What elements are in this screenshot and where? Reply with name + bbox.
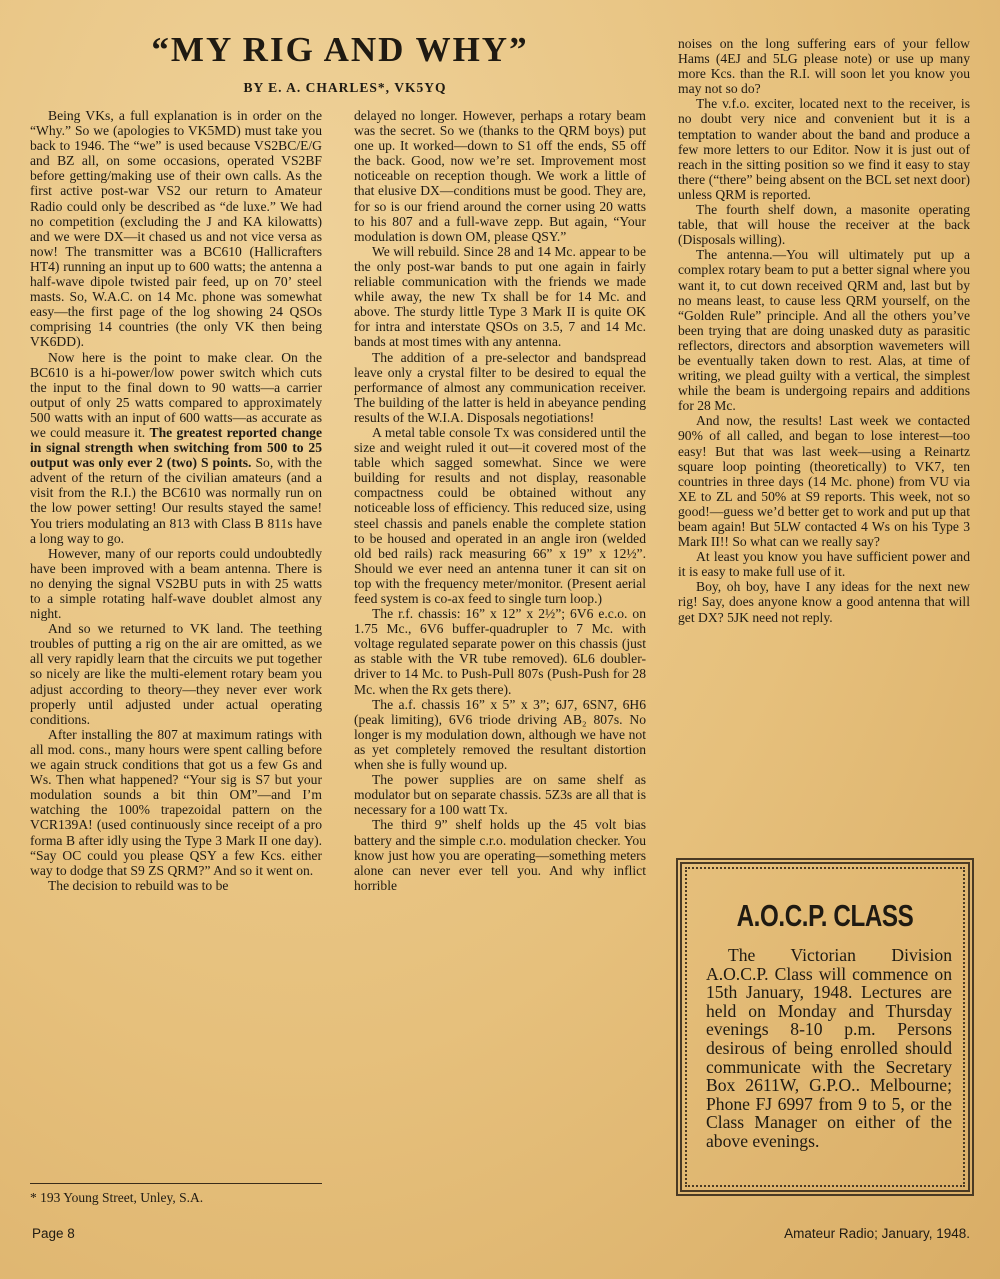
paragraph: Boy, oh boy, have I any ideas for the next new rig! Say, does anyone know a good antenna that will get DX? 5JK need not reply. <box>678 579 970 625</box>
paragraph: The third 9” shelf holds up the 45 volt bias battery and the simple c.r.o. modulation checker. You know just how you are operating—something meters alone can never ever tell you. And why inflict horrible <box>354 817 646 893</box>
paragraph: delayed no longer. However, perhaps a rotary beam was the secret. So we (thanks to the QRM boys) put one up. It worked—down to S1 off the ends, S5 off the back. Good, now we’re set. Improvement most noticeable on reception though. We work a little of that elusive DX—conditions must be good. They are, for so is our friend around the corner using 20 watts to his 807 and a full-wave zepp. But again, “Your modulation is down OM, please QSY.” <box>354 108 646 244</box>
article-byline: BY E. A. CHARLES*, VK5YQ <box>243 80 447 95</box>
notice-paragraph: The Victorian Division A.O.C.P. Class will commence on 15th January, 1948. Lectures are held on Monday and Thursday evenings 8-10 p.m. Persons desirous of being enrolled should communicate with the Secretary Box 2611W, G.P.O.. Melbourne; Phone FJ 6997 from 9 to 5, or the Class Manager on either of the above evenings. <box>706 945 952 1151</box>
footnote-divider <box>30 1183 322 1184</box>
paragraph-text: So, with the advent of the return of the civilian amateurs (and a visit from the R.I.) the BC610 was normally run on the low power setting! Our results stayed the same! You triers modulating an 813 with Class B 811s have a long way to go. <box>30 455 322 546</box>
paragraph: The r.f. chassis: 16” x 12” x 2½”; 6V6 e.c.o. on 1.75 Mc., 6V6 buffer-quadrupler to 7 Mc. with voltage regulated separate power on this chassis (just as stable with the VR tube removed). 6L6 doubler-driver to 14 Mc. to Push-Pull 807s (Push-Push for 28 Mc. when the Rx gets there). <box>354 606 646 697</box>
article-title: “MY RIG AND WHY” <box>151 30 529 69</box>
footnote: * 193 Young Street, Unley, S.A. <box>30 1190 204 1205</box>
paragraph: Being VKs, a full explanation is in order on the “Why.” So we (apologies to VK5MD) must take you back to 1946. The “we” is used because VS2BC/E/G and BZ all, on some occasions, operated VS2BF before getting/making use of their own calls. As the first active post-war VS2 our return to Amateur Radio could only be described as “de luxe.” We had no competition (excluding the J and KA kilowatts) and we were DX—it chased us and not vice versa as now! The transmitter was a BC610 (Hallicrafters HT4) running an input up to 600 watts; the antenna a half-wave dipole twisted pair feed, up on 70’ steel masts. So, W.A.C. on 14 Mc. phone was somewhat easy—the first page of the log showing 24 QSOs comprising 14 countries (the only VK then being VK6DD). <box>30 108 322 350</box>
column-3 <box>678 36 970 625</box>
paragraph: The a.f. chassis 16” x 5” x 3”; 6J7, 6SN7, 6H6 (peak limiting), 6V6 triode driving AB₂ 807s. No longer is my modulation down, although we have not as yet completely removed the resultant distortion when she is fully wound up. <box>354 696 646 773</box>
paragraph: The v.f.o. exciter, located next to the receiver, is no doubt very nice and convenient but it is a temptation to wander about the band and produce a few more letters to our Editor. Now it is just out of reach in the sitting position so we find it easy to stay there (“there” being absent on the BCL set next door) unless QRM is reported. <box>678 96 970 202</box>
column-1 <box>30 108 322 893</box>
paragraph: We will rebuild. Since 28 and 14 Mc. appear to be the only post-war bands to put one again in fairly reliable communication with the friends we made while away, the new Tx shall be for 14 Mc. and above. The sturdy little Type 3 Mark II is quite OK for intra and interstate QSOs on 3.5, 7 and 14 Mc. bands at most times with any antenna. <box>354 243 646 350</box>
bold-emphasis: The greatest reported change in signal strength when switching from 500 to 25 output was only ever 2 (two) S points. <box>30 424 322 471</box>
paragraph: The addition of a pre-selector and bandspread leave only a crystal filter to be desired to equal the performance of almost any communication receiver. The building of the latter is held in abeyance pending results of the W.I.A. Disposals negotiations! <box>354 349 646 425</box>
page-number: Page 8 <box>32 1226 75 1241</box>
notice-title: A.O.C.P. CLASS <box>736 898 914 933</box>
paragraph <box>30 350 322 546</box>
paragraph: The antenna.—You will ultimately put up a complex rotary beam to put a better signal where you want it, to cut down received QRM and, last but by no means least, to cause less QRM yourself, on the “Golden Rule” principle. And all the others you’ve been trying that are doing unasked duty as parasitic reflectors, directors and absorption wavemeters will be eventually taken down to rest. Alas, at time of writing, we plead guilty with a vertical, the simplest while the beam is undergoing repairs and additions for 28 Mc. <box>678 247 970 414</box>
paragraph-text: Now here is the point to make clear. On the BC610 is a hi-power/low power switch which cuts the input to the final down to 90 watts—a carrier output of only 25 watts compared to approximately 500 watts with an input of 600 watts—as accurate as we could measure it. <box>30 349 322 440</box>
publication-line: Amateur Radio; January, 1948. <box>784 1226 970 1241</box>
paragraph: noises on the long suffering ears of your fellow Hams (4EJ and 5LG please note) or use up many more Kcs. than the R.I. will soon let you know you may not so do? <box>678 36 970 97</box>
paragraph: However, many of our reports could undoubtedly have been improved with a beam antenna. There is no denying the signal VS2BU puts in with 25 watts to a simple rotating half-wave doublet almost any night. <box>30 545 322 622</box>
paragraph: A metal table console Tx was considered until the size and weight ruled it out—it covered most of the table which sagged somewhat. Since we were building for results and not display, reasonable compactness could be obtained without any noticeable loss of efficiency. This reduced size, using steel chassis and panels enable the complete station to be housed and operated in an angle iron (welded old bed rails) rack measuring 66” x 19” x 12½”. Should we ever need an antenna tuner it can sit on top with the frequency meter/monitor. (Present aerial feed system is co-ax feed to single turn loop.) <box>354 424 646 606</box>
paragraph: The decision to rebuild was to be <box>48 877 229 893</box>
paragraph: And now, the results! Last week we contacted 90% of all called, and began to lose interest—too easy! But that was last week—using a Reinartz square loop pointing (theoretically) to VK7, ten countries in three days (14 Mc. phone) from VU via XE to ZL and 50% at S9 reports. This week, not so good!—guess we’d better get to work and put up that beam again! But 5LW contacted 4 Ws on his Type 3 Mark II!! So what can we really say? <box>678 413 970 550</box>
paragraph: At least you know you have sufficient power and it is easy to make full use of it. <box>678 549 970 580</box>
paragraph: The fourth shelf down, a masonite operating table, that will house the receiver at the back (Disposals willing). <box>678 202 970 248</box>
aocp-class-notice <box>676 858 974 1196</box>
notice-body <box>706 946 952 1151</box>
column-2 <box>354 108 646 893</box>
paragraph: The power supplies are on same shelf as modulator but on separate chassis. 5Z3s are all that is necessary for a 100 watt Tx. <box>354 772 646 818</box>
paragraph: After installing the 807 at maximum ratings with all mod. cons., many hours were spent calling before we again struck conditions that got us a few Gs and Ws. Then what happened? “Your sig is S7 but your modulation sounds a bit thin OM”—and I’m watching the 100% trapezoidal pattern on the VCR139A! (used continuously since receipt of a pro forma B after idly using the Type 3 Mark II one day). “Say OC could you please QSY a few Kcs. either way to dodge that S9 ZS QRM?” And so it went on. <box>30 726 322 878</box>
paragraph: And so we returned to VK land. The teething troubles of putting a rig on the air are omitted, as we all very rapidly learn that the circuits we put together so nicely are like the multi-element rotary beam you adjust according to theory—they never ever work properly until adjusted under actual operating conditions. <box>30 621 322 727</box>
